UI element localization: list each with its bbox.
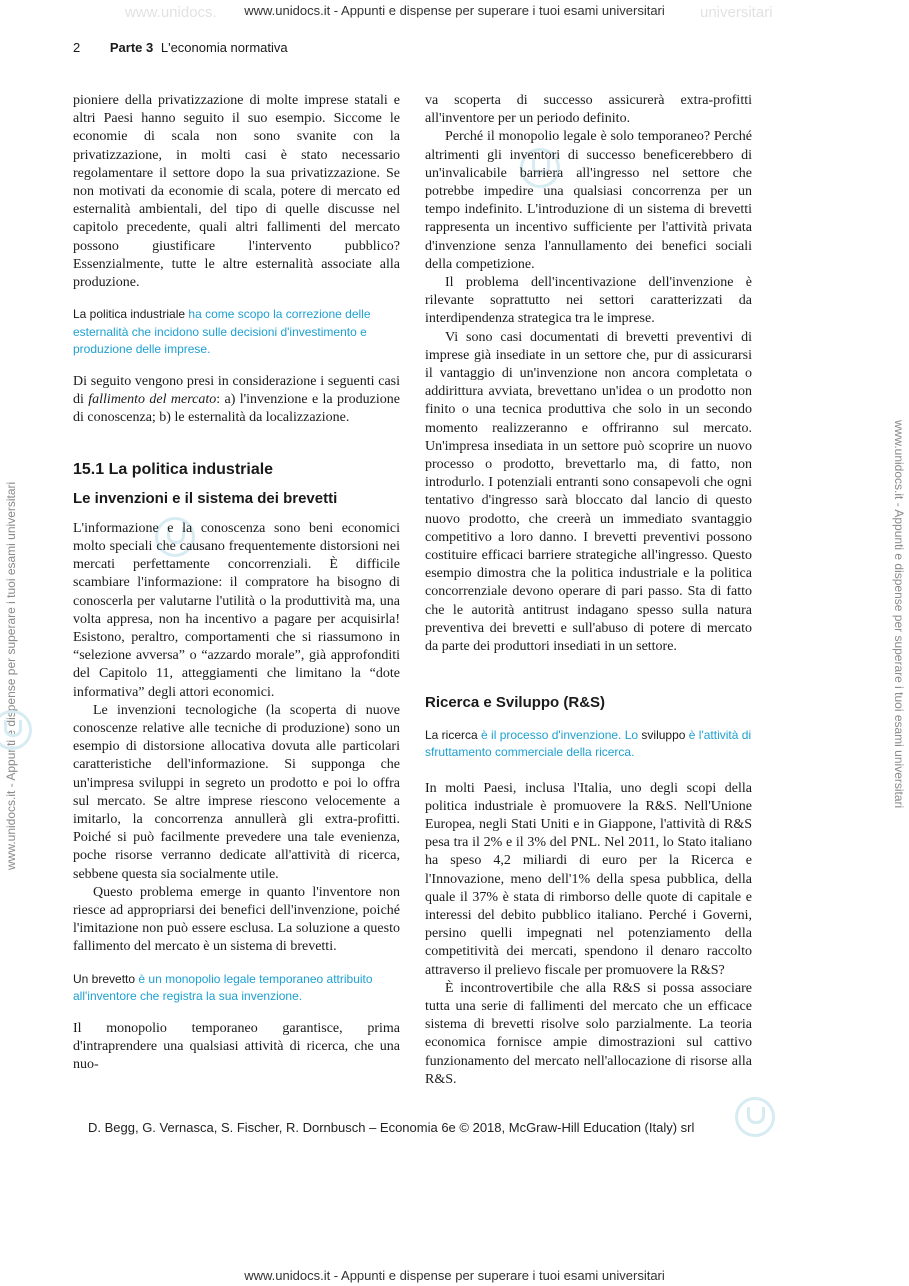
- margin-note-brevetto: [73, 971, 400, 1006]
- part-title: L'economia normativa: [160, 40, 288, 55]
- paragraph-text: Di seguito vengono presi in considerazione i seguenti casi di: [73, 373, 400, 407]
- note-text: è l'attività di sfruttamento commerciale della ricerca.: [425, 727, 752, 759]
- margin-note-ricerca-sviluppo: [425, 727, 752, 762]
- paragraph: È incontrovertibile che alla R&S si possa associare tutta una serie di fallimenti del mercato che un efficace sistema di brevetti risolve solo parzialmente. La teoria economica fornisce ampie dimostrazioni sul cattivo funzionamento del mercato nell'allocazione di risorse alla R&S.: [425, 980, 752, 1087]
- watermark-side-left: www.unidocs.it - Appunti e dispense per superare i tuoi esami universitari: [4, 481, 18, 870]
- note-text: è il processo d'invenzione. Lo: [477, 727, 642, 742]
- margin-note-politica-industriale: [73, 306, 400, 359]
- paragraph: Perché il monopolio legale è solo temporaneo? Perché altrimenti gli inventori di successo beneficerebbero di un'invalicabile barriera all'ingresso nel settore che potrebbe impedire una qualsiasi concorrenza per un tempo indefinito. L'introduzione di un sistema di brevetti rappresenta un incentivo sufficiente per l'attività privata d'invenzione senza l'annullamento dei benefici sociali della competizione.: [425, 129, 752, 272]
- paragraph: Il problema dell'incentivazione dell'invenzione è rilevante soprattutto nei settori caratterizzati da interdipendenza strategica tra le imprese.: [425, 275, 752, 327]
- emphasis: fallimento del mercato: [88, 391, 217, 407]
- note-text: ha come scopo la correzione delle esternalità che incidono sulle decisioni d'investimento e produzione delle imprese.: [73, 307, 371, 357]
- unidocs-logo-icon: [0, 710, 32, 750]
- watermark-bottom: www.unidocs.it - Appunti e dispense per superare i tuoi esami universitari: [244, 1268, 665, 1283]
- paragraph: Vi sono casi documentati di brevetti preventivi di imprese già insediate in un settore che, pur di assicurarsi il vantaggio di un'invenzione non ancora completata o addirittura avviata, brevettano un'idea o un prodotto non finito o una tecnica produttiva che solo in un secondo momento realizzeranno e offriranno sul mercato. Un'impresa insediata in un settore può scoprire un nuovo processo o prodotto, brevettarlo ma, di fatto, non introdurlo. I potenziali entranti sono consapevoli che ogni tentativo d'ingresso sarà bloccato dal lancio di questo nuovo prodotto, che creerà un immediato svantaggio competitivo a loro danno. I brevetti preventivi possono costituire efficaci barriere strategiche all'ingresso. Questo esempio dimostra che la politica industriale e la politica concorrenziale devono operare di pari passo. Sta di fatto che le autorità antitrust indagano spesso sulla natura preventiva dei brevetti e sull'abuso di potere di mercato da parte dei produttori insediati in un settore.: [425, 329, 752, 655]
- paragraph: Le invenzioni tecnologiche (la scoperta di nuove conoscenze relative alle tecniche di produzione) sono un esempio di distorsione allocativa dovuta alle particolari caratteristiche dell'informazione. Si supponga che un'impresa sviluppi in segreto un prodotto e poi lo offra sul mercato. Se altre imprese riescono velocemente a imitarlo, la concorrenza annullerà gli extra-profitti. Poiché si può facilmente prevedere una tale evenienza, poche risorse verranno dedicate all'attività di ricerca, sebbene questa sia socialmente utile.: [73, 702, 400, 882]
- paragraph: Il monopolio temporaneo garantisce, prima d'intraprendere una qualsiasi attività di ricerca, che una nuo-: [73, 1020, 400, 1073]
- footer-citation: D. Begg, G. Vernasca, S. Fischer, R. Dornbusch – Economia 6e © 2018, McGraw-Hill Education (Italy) srl: [88, 1120, 695, 1135]
- watermark-side-right: www.unidocs.it - Appunti e dispense per superare i tuoi esami universitari: [892, 420, 906, 809]
- running-header: [73, 40, 288, 55]
- left-column: [73, 92, 400, 1074]
- watermark-ghost-right: universitari: [700, 4, 773, 21]
- note-term: La politica industriale: [73, 307, 186, 322]
- paragraph: Questo problema emerge in quanto l'inventore non riesce ad appropriarsi dei benefici dell'invenzione, poiché l'imitazione non può essere esclusa. La soluzione a questo fallimento del mercato è un sistema di brevetti.: [73, 884, 400, 955]
- watermark-top: www.unidocs.it - Appunti e dispense per superare i tuoi esami universitari: [244, 3, 665, 18]
- paragraph: In molti Paesi, inclusa l'Italia, uno degli scopi della politica industriale è promuovere la R&S. Nell'Unione Europea, negli Stati Uniti e in Giappone, l'attività di R&S pesa tra il 2% e il 3% del PNL. Nel 2011, lo Stato italiano ha speso 4,2 miliardi di euro per la Ricerca e l'Innovazione, meno dell'1% della spesa pubblica, della quale il 37% è stata di rimborso delle quote di capitale e interessi del debito pubblico italiano. Perché i Governi, persino quelli impegnati nel potenziamento della competitività dei mercati, spendono il denaro raccolto attraverso il prelievo fiscale per promuovere la R&S?: [425, 780, 752, 978]
- subsection-heading: Ricerca e Sviluppo (R&S): [425, 694, 606, 712]
- paragraph: L'informazione e la conoscenza sono beni economici molto speciali che causano frequentemente distorsioni nei mercati perfettamente concorrenziali. È difficile scambiare l'informazione: il compratore ha bisogno di conoscerla per valutarne l'utilità o la produttività ma, una volta appresa, non ha incentivo a pagare per acquisirla! Esistono, peraltro, comportamenti che si riassumono in “selezione avversa” o “azzardo morale”, già approfonditi del Capitolo 11, atteggiamenti che limitano la “dote informativa” degli attori economici.: [73, 520, 400, 700]
- note-text: è un monopolio legale temporaneo attribuito all'inventore che registra la sua invenzione.: [73, 971, 373, 1004]
- note-term: Un brevetto: [73, 971, 136, 986]
- paragraph: [73, 373, 400, 428]
- page-number: 2: [73, 40, 81, 55]
- note-term: sviluppo: [641, 727, 686, 742]
- unidocs-logo-icon: [735, 1097, 775, 1137]
- note-term: La ricerca: [425, 727, 478, 742]
- paragraph: pioniere della privatizzazione di molte imprese statali e altri Paesi hanno seguito il suo esempio. Siccome le economie di scala non sono svanite con la privatizzazione, in molti casi è stato necessario regolamentare il settore dopo la sua privatizzazione. Se non motivati da economie di scala, potere di mercato ed esternalità ambientali, del tipo di quelle discusse nel capitolo precedente, quali altri fallimenti del mercato possono giustificare l'intervento pubblico? Essenzialmente, tutte le altre esternalità associate alla produzione.: [73, 93, 400, 291]
- paragraph-text: : a) l'invenzione e la produzione di conoscenza; b) le esternalità da localizzazione.: [73, 391, 401, 426]
- right-column: [425, 92, 752, 1089]
- watermark-ghost-left: www.unidocs.: [125, 4, 217, 21]
- paragraph: va scoperta di successo assicurerà extra-profitti all'inventore per un periodo definito.: [425, 93, 752, 127]
- subsection-heading: Le invenzioni e il sistema dei brevetti: [73, 489, 338, 507]
- section-heading: 15.1 La politica industriale: [73, 461, 274, 479]
- part-label: Parte 3: [109, 40, 154, 55]
